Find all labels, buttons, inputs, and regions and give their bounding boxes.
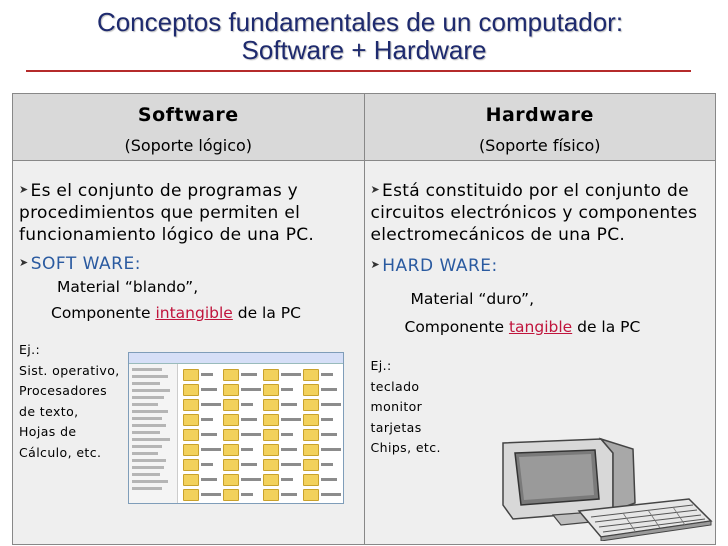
hardware-header-cell [364, 94, 716, 161]
folder-icon [223, 444, 239, 456]
comparison-table [12, 93, 716, 545]
folder-label-placeholder [241, 448, 253, 451]
folder-icon [223, 489, 239, 501]
folder-icon [263, 459, 279, 471]
folder-label-placeholder [281, 373, 301, 376]
folder-icon [263, 489, 279, 501]
folder-label-placeholder [321, 403, 341, 406]
folder-icon [183, 384, 199, 396]
folder-icon [183, 429, 199, 441]
bullet-arrow-icon: ➤ [19, 256, 29, 269]
folder-label-placeholder [281, 388, 293, 391]
folder-icon [183, 369, 199, 381]
hardware-label-text: HARD WARE: [382, 256, 498, 276]
bullet-arrow-icon: ➤ [370, 183, 381, 196]
software-desc-1: Material “blando”, [57, 278, 199, 296]
example-item: Ej.: [19, 342, 41, 357]
folder-label-placeholder [281, 448, 297, 451]
folder-label-placeholder [201, 433, 217, 436]
folder-label-placeholder [241, 403, 253, 406]
software-desc-post: de la PC [232, 304, 301, 322]
hardware-desc-2 [405, 316, 716, 338]
folder-icon [263, 369, 279, 381]
folder-icon [263, 414, 279, 426]
software-label-text: SOFT WARE: [30, 254, 141, 274]
example-item: tarjetas [370, 419, 422, 435]
hardware-subheading: (Soporte físico) [478, 136, 601, 155]
folder-icon [303, 414, 319, 426]
folder-label-placeholder [201, 418, 213, 421]
folder-label-placeholder [201, 373, 213, 376]
software-definition-text: Es el conjunto de programas y procedimientos que permiten el funcionamiento lógico de una PC. [19, 181, 315, 245]
folder-icon [263, 429, 279, 441]
example-item: teclado [370, 378, 420, 394]
folder-icon [223, 399, 239, 411]
software-keyword: intangible [155, 304, 233, 322]
folder-icon [223, 429, 239, 441]
folder-icon [303, 429, 319, 441]
folder-icon [263, 399, 279, 411]
hardware-heading: Hardware [485, 104, 594, 126]
folder-label-placeholder [241, 388, 261, 391]
software-heading: Software [137, 104, 239, 126]
folder-icon [223, 384, 239, 396]
example-item: Ej.: [370, 358, 392, 373]
hardware-desc-pre: Componente [404, 318, 509, 336]
software-definition [19, 179, 358, 246]
computer-illustration-icon [483, 433, 715, 541]
folder-label-placeholder [321, 478, 337, 481]
folder-label-placeholder [321, 493, 341, 496]
folder-icon [303, 459, 319, 471]
example-item: Sist. operativo, [19, 362, 120, 378]
folder-label-placeholder [201, 448, 221, 451]
example-item: Chips, etc. [370, 440, 441, 455]
folder-label-placeholder [201, 478, 217, 481]
explorer-folder-tree [129, 364, 178, 503]
hardware-keyword: tangible [508, 318, 573, 336]
hardware-desc-post: de la PC [572, 318, 641, 336]
hardware-desc-1: Material “duro”, [410, 290, 535, 308]
folder-icon [263, 444, 279, 456]
hardware-label [371, 256, 710, 276]
folder-label-placeholder [281, 403, 297, 406]
folder-icon [223, 369, 239, 381]
folder-icon [183, 444, 199, 456]
folder-icon [303, 369, 319, 381]
title-line-1: Conceptos fundamentales de un computador: [96, 7, 624, 37]
folder-icon [183, 489, 199, 501]
folder-label-placeholder [241, 373, 257, 376]
folder-label-placeholder [201, 403, 221, 406]
folder-label-placeholder [281, 433, 293, 436]
example-item: monitor [370, 399, 423, 414]
folder-icon [183, 399, 199, 411]
hardware-definition-text: Está constituido por el conjunto de circuitos electrónicos y componentes electromecánicos de una PC. [370, 181, 698, 245]
folder-label-placeholder [281, 418, 301, 421]
folder-label-placeholder [321, 433, 337, 436]
title-line-2: Software + Hardware [241, 35, 487, 65]
example-item: de texto, [19, 403, 79, 419]
folder-icon [183, 474, 199, 486]
folder-icon [183, 414, 199, 426]
folder-icon [303, 474, 319, 486]
hardware-definition [371, 179, 710, 246]
folder-label-placeholder [281, 478, 293, 481]
folder-icon [303, 444, 319, 456]
folder-label-placeholder [281, 493, 297, 496]
bullet-arrow-icon: ➤ [370, 258, 381, 271]
hardware-body-cell [364, 161, 716, 545]
example-item: Hojas de [19, 424, 77, 439]
bullet-arrow-icon: ➤ [19, 183, 29, 196]
folder-label-placeholder [241, 433, 261, 436]
page-title [0, 8, 728, 64]
folder-label-placeholder [241, 418, 257, 421]
folder-icon [223, 414, 239, 426]
explorer-toolbar [129, 353, 343, 364]
software-label [19, 254, 358, 274]
software-body-cell [13, 161, 365, 545]
folder-label-placeholder [321, 373, 333, 376]
folder-label-placeholder [201, 493, 221, 496]
example-item: Procesadores [19, 383, 108, 398]
folder-label-placeholder [321, 463, 333, 466]
software-header-cell [13, 94, 365, 161]
folder-label-placeholder [321, 388, 337, 391]
software-desc-pre: Componente [51, 304, 156, 322]
folder-icon [303, 489, 319, 501]
folder-icon [263, 474, 279, 486]
folder-label-placeholder [321, 418, 333, 421]
folder-label-placeholder [241, 493, 253, 496]
folder-icon [223, 474, 239, 486]
folder-label-placeholder [201, 463, 213, 466]
folder-label-placeholder [281, 463, 301, 466]
folder-label-placeholder [241, 478, 261, 481]
folder-icon [223, 459, 239, 471]
folder-icon [263, 384, 279, 396]
example-item: Cálculo, etc. [19, 444, 102, 460]
software-subheading: (Soporte lógico) [124, 136, 253, 155]
title-underline [26, 70, 691, 72]
folder-label-placeholder [201, 388, 217, 391]
file-explorer-screenshot [128, 352, 344, 504]
folder-label-placeholder [241, 463, 257, 466]
folder-icon [303, 384, 319, 396]
software-desc-2 [51, 302, 364, 324]
folder-icon [183, 459, 199, 471]
folder-icon [303, 399, 319, 411]
folder-label-placeholder [321, 448, 341, 451]
